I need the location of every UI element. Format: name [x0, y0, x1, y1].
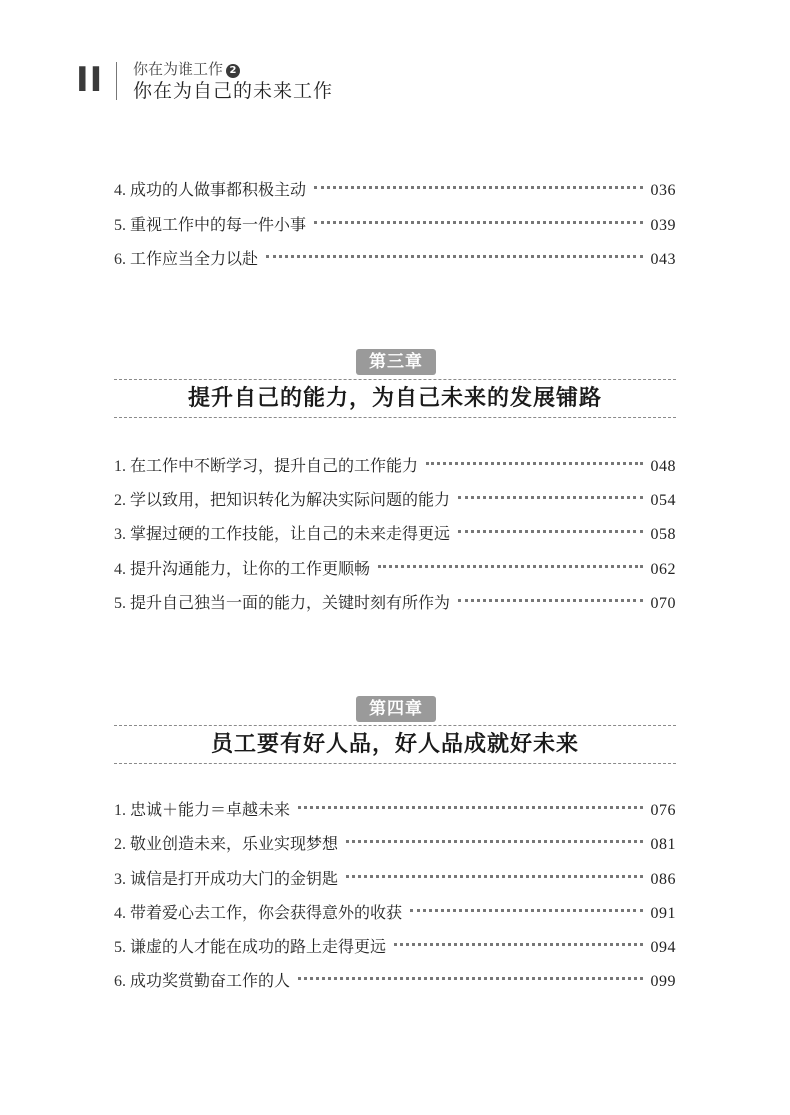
toc-entry[interactable] [114, 900, 676, 926]
entry-page: 086 [650, 871, 676, 888]
entry-number: 3. [114, 526, 126, 543]
entry-page: 091 [650, 905, 676, 922]
entry-page: 043 [650, 251, 676, 268]
entry-page: 081 [650, 836, 676, 853]
dot-leader [298, 977, 642, 980]
toc-entry[interactable] [114, 934, 676, 960]
entry-title: 重视工作中的每一件小事 [130, 215, 307, 234]
entry-page: 062 [650, 561, 676, 578]
dot-leader [458, 496, 642, 499]
entry-page: 036 [650, 182, 676, 199]
book-title [133, 60, 240, 78]
entry-page: 094 [650, 939, 676, 956]
chapter-rule-top [114, 725, 676, 726]
dot-leader [458, 530, 642, 533]
dot-leader [266, 255, 642, 258]
entry-number: 4. [114, 182, 126, 199]
chapter-title[interactable]: 提升自己的能力，为自己未来的发展铺路 [187, 385, 602, 411]
chapter-label: 第三章 [356, 349, 436, 375]
toc-entry[interactable] [114, 590, 676, 616]
entry-title: 工作应当全力以赴 [130, 249, 259, 268]
entry-number: 2. [114, 836, 126, 853]
volume-badge: 2 [226, 64, 240, 78]
running-header [76, 60, 476, 106]
chapter-label: 第四章 [356, 696, 436, 722]
entry-number: 1. [114, 802, 126, 819]
dot-leader [298, 806, 642, 809]
toc-entry[interactable] [114, 487, 676, 513]
entry-number: 6. [114, 251, 126, 268]
entry-title: 诚信是打开成功大门的金钥匙 [130, 869, 339, 888]
dot-leader [378, 565, 642, 568]
toc-entry[interactable] [114, 453, 676, 479]
entry-page: 054 [650, 492, 676, 509]
toc-entry[interactable] [114, 968, 676, 994]
entry-title: 忠诚＋能力＝卓越未来 [130, 800, 291, 819]
entry-page: 048 [650, 458, 676, 475]
toc-entry[interactable] [114, 831, 676, 857]
entry-title: 提升自己独当一面的能力，关键时刻有所作为 [130, 593, 451, 612]
toc-entry[interactable] [114, 797, 676, 823]
entry-page: 070 [650, 595, 676, 612]
dot-leader [346, 875, 642, 878]
toc-entry[interactable] [114, 521, 676, 547]
entry-title: 在工作中不断学习，提升自己的工作能力 [130, 456, 419, 475]
toc-entry[interactable] [114, 212, 676, 238]
entry-page: 058 [650, 526, 676, 543]
entry-page: 039 [650, 217, 676, 234]
dot-leader [410, 909, 642, 912]
chapter-title[interactable]: 员工要有好人品，好人品成就好未来 [210, 731, 579, 757]
chapter-rule-bottom [114, 763, 676, 764]
entry-title: 敬业创造未来，乐业实现梦想 [130, 834, 339, 853]
toc-entry[interactable] [114, 866, 676, 892]
toc-entry[interactable] [114, 177, 676, 203]
entry-title: 学以致用，把知识转化为解决实际问题的能力 [130, 490, 451, 509]
dot-leader [458, 599, 642, 602]
entry-number: 3. [114, 871, 126, 888]
toc-entry[interactable] [114, 556, 676, 582]
dot-leader [314, 221, 642, 224]
dot-leader [314, 186, 642, 189]
page-number: II [76, 60, 104, 100]
entry-number: 4. [114, 561, 126, 578]
entry-number: 6. [114, 973, 126, 990]
entry-number: 2. [114, 492, 126, 509]
book-title-text: 你在为谁工作 [133, 60, 224, 78]
entry-page: 076 [650, 802, 676, 819]
entry-title: 掌握过硬的工作技能，让自己的未来走得更远 [130, 524, 451, 543]
toc-entry[interactable] [114, 246, 676, 272]
entry-number: 1. [114, 458, 126, 475]
entry-title: 带着爱心去工作，你会获得意外的收获 [130, 903, 403, 922]
entry-number: 4. [114, 905, 126, 922]
dot-leader [394, 943, 642, 946]
entry-title: 谦虚的人才能在成功的路上走得更远 [130, 937, 387, 956]
entry-title: 成功的人做事都积极主动 [130, 180, 307, 199]
dot-leader [346, 840, 642, 843]
entry-number: 5. [114, 217, 126, 234]
chapter-rule-bottom [114, 417, 676, 418]
entry-title: 提升沟通能力，让你的工作更顺畅 [130, 559, 371, 578]
entry-page: 099 [650, 973, 676, 990]
chapter-rule-top [114, 379, 676, 380]
entry-title: 成功奖赏勤奋工作的人 [130, 971, 291, 990]
dot-leader [426, 462, 642, 465]
header-divider [116, 62, 117, 100]
book-subtitle: 你在为自己的未来工作 [133, 80, 334, 102]
entry-number: 5. [114, 595, 126, 612]
entry-number: 5. [114, 939, 126, 956]
